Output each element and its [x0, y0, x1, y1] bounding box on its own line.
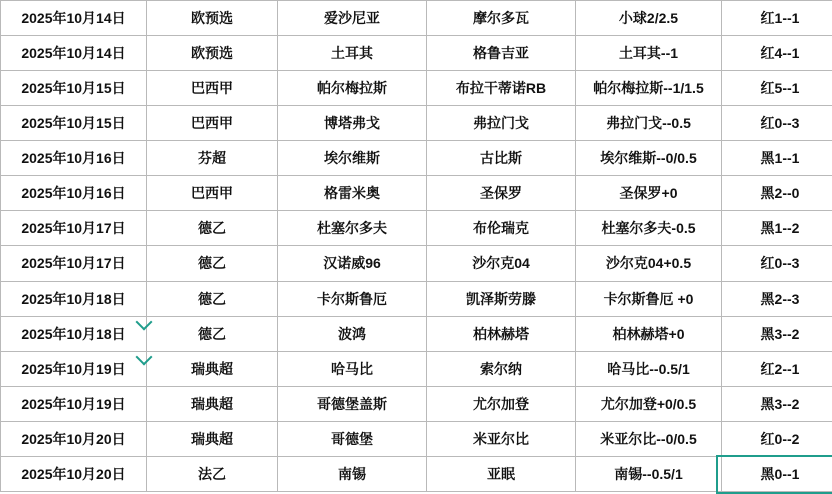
match-date: 2025年10月16日 — [1, 141, 147, 176]
handicap-pick: 沙尔克04+0.5 — [576, 246, 722, 281]
away-team: 凯泽斯劳滕 — [427, 281, 576, 316]
table-row — [1, 141, 832, 176]
league-name: 巴西甲 — [147, 176, 278, 211]
result-score: 红1--1 — [722, 1, 832, 36]
match-date: 2025年10月20日 — [1, 421, 147, 456]
league-name: 瑞典超 — [147, 386, 278, 421]
home-team: 爱沙尼亚 — [278, 1, 427, 36]
result-score: 黑1--1 — [722, 141, 832, 176]
matches-table-body — [1, 1, 832, 492]
home-team: 土耳其 — [278, 36, 427, 71]
table-row — [1, 176, 832, 211]
home-team: 卡尔斯鲁厄 — [278, 281, 427, 316]
match-date: 2025年10月18日 — [1, 316, 147, 351]
result-score: 红0--2 — [722, 421, 832, 456]
league-name: 德乙 — [147, 246, 278, 281]
match-date: 2025年10月17日 — [1, 246, 147, 281]
result-score: 红4--1 — [722, 36, 832, 71]
home-team: 哥德堡盖斯 — [278, 386, 427, 421]
match-date: 2025年10月15日 — [1, 106, 147, 141]
table-row — [1, 71, 832, 106]
handicap-pick: 尤尔加登+0/0.5 — [576, 386, 722, 421]
home-team: 博塔弗戈 — [278, 106, 427, 141]
match-date: 2025年10月14日 — [1, 36, 147, 71]
handicap-pick: 柏林赫塔+0 — [576, 316, 722, 351]
away-team: 弗拉门戈 — [427, 106, 576, 141]
league-name: 巴西甲 — [147, 106, 278, 141]
result-score: 黑3--2 — [722, 386, 832, 421]
away-team: 布伦瑞克 — [427, 211, 576, 246]
table-row — [1, 211, 832, 246]
handicap-pick: 圣保罗+0 — [576, 176, 722, 211]
result-score: 红0--3 — [722, 246, 832, 281]
table-row — [1, 281, 832, 316]
handicap-pick: 米亚尔比--0/0.5 — [576, 421, 722, 456]
match-date: 2025年10月14日 — [1, 1, 147, 36]
away-team: 摩尔多瓦 — [427, 1, 576, 36]
result-score: 红5--1 — [722, 71, 832, 106]
league-name: 瑞典超 — [147, 421, 278, 456]
table-row — [1, 106, 832, 141]
away-team: 尤尔加登 — [427, 386, 576, 421]
table-row — [1, 456, 832, 491]
table-row — [1, 421, 832, 456]
handicap-pick: 小球2/2.5 — [576, 1, 722, 36]
league-name: 欧预选 — [147, 36, 278, 71]
handicap-pick: 土耳其--1 — [576, 36, 722, 71]
league-name: 德乙 — [147, 316, 278, 351]
league-name: 法乙 — [147, 456, 278, 491]
home-team: 帕尔梅拉斯 — [278, 71, 427, 106]
handicap-pick: 杜塞尔多夫-0.5 — [576, 211, 722, 246]
handicap-pick: 哈马比--0.5/1 — [576, 351, 722, 386]
home-team: 南锡 — [278, 456, 427, 491]
result-score: 黑2--0 — [722, 176, 832, 211]
table-row — [1, 316, 832, 351]
match-date: 2025年10月17日 — [1, 211, 147, 246]
away-team: 格鲁吉亚 — [427, 36, 576, 71]
home-team: 哈马比 — [278, 351, 427, 386]
result-score: 红0--3 — [722, 106, 832, 141]
match-date: 2025年10月16日 — [1, 176, 147, 211]
away-team: 亚眠 — [427, 456, 576, 491]
home-team: 波鸿 — [278, 316, 427, 351]
away-team: 索尔纳 — [427, 351, 576, 386]
league-name: 瑞典超 — [147, 351, 278, 386]
league-name: 欧预选 — [147, 1, 278, 36]
handicap-pick: 帕尔梅拉斯--1/1.5 — [576, 71, 722, 106]
away-team: 圣保罗 — [427, 176, 576, 211]
league-name: 德乙 — [147, 281, 278, 316]
home-team: 格雷米奥 — [278, 176, 427, 211]
league-name: 巴西甲 — [147, 71, 278, 106]
match-date: 2025年10月19日 — [1, 386, 147, 421]
league-name: 德乙 — [147, 211, 278, 246]
result-score: 黑3--2 — [722, 316, 832, 351]
match-date: 2025年10月15日 — [1, 71, 147, 106]
result-score: 黑0--1 — [722, 456, 832, 491]
match-date: 2025年10月19日 — [1, 351, 147, 386]
table-row — [1, 36, 832, 71]
match-date: 2025年10月18日 — [1, 281, 147, 316]
away-team: 柏林赫塔 — [427, 316, 576, 351]
handicap-pick: 弗拉门戈--0.5 — [576, 106, 722, 141]
away-team: 布拉干蒂诺RB — [427, 71, 576, 106]
table-row — [1, 246, 832, 281]
result-score: 红2--1 — [722, 351, 832, 386]
home-team: 哥德堡 — [278, 421, 427, 456]
home-team: 埃尔维斯 — [278, 141, 427, 176]
table-row — [1, 386, 832, 421]
handicap-pick: 埃尔维斯--0/0.5 — [576, 141, 722, 176]
home-team: 汉诺威96 — [278, 246, 427, 281]
table-row — [1, 1, 832, 36]
away-team: 沙尔克04 — [427, 246, 576, 281]
away-team: 古比斯 — [427, 141, 576, 176]
home-team: 杜塞尔多夫 — [278, 211, 427, 246]
result-score: 黑2--3 — [722, 281, 832, 316]
handicap-pick: 卡尔斯鲁厄 +0 — [576, 281, 722, 316]
away-team: 米亚尔比 — [427, 421, 576, 456]
result-score: 黑1--2 — [722, 211, 832, 246]
table-row — [1, 351, 832, 386]
handicap-pick: 南锡--0.5/1 — [576, 456, 722, 491]
match-date: 2025年10月20日 — [1, 456, 147, 491]
league-name: 芬超 — [147, 141, 278, 176]
